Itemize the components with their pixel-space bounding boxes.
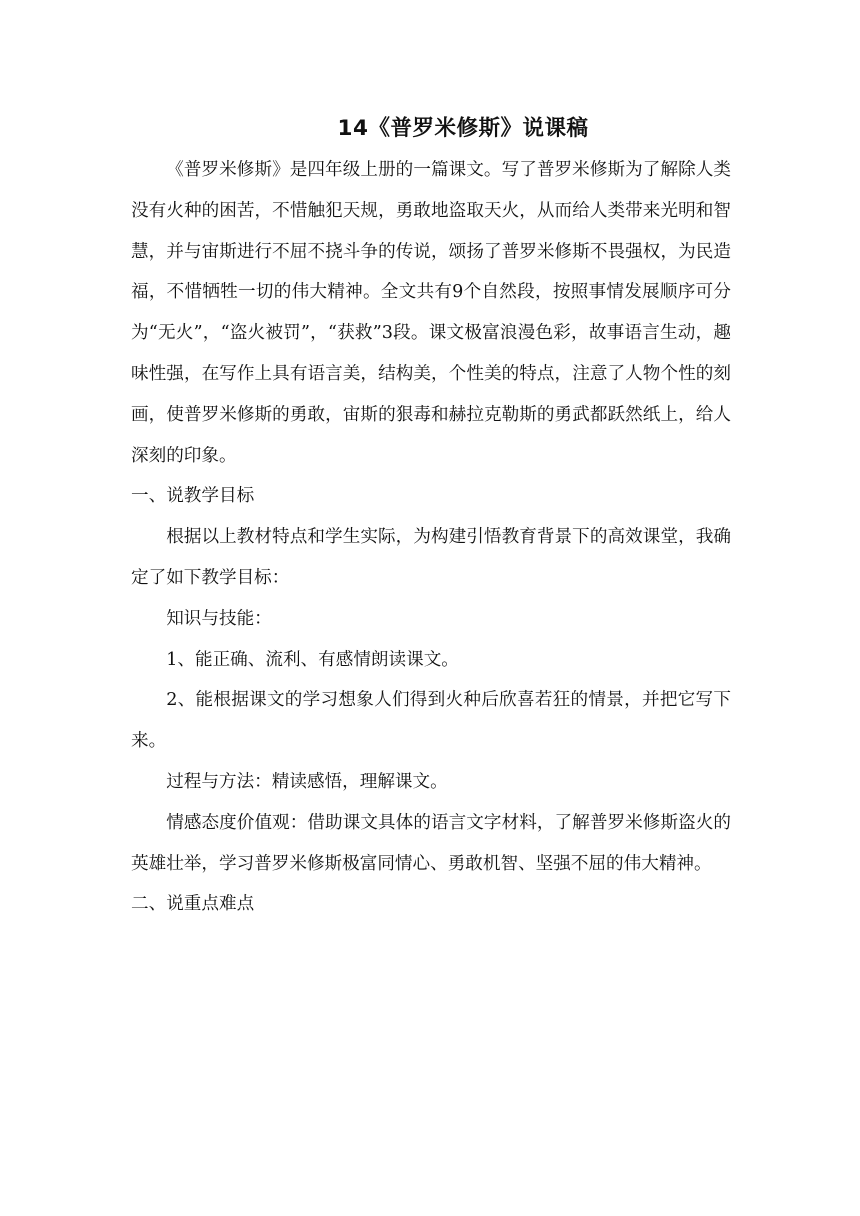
- knowledge-skills-label: 知识与技能：: [166, 608, 272, 629]
- document-title: 14《普罗米修斯》说课稿: [337, 116, 589, 141]
- document-body: [131, 150, 731, 925]
- process-method-paragraph: 过程与方法：精读感悟，理解课文。: [166, 771, 448, 792]
- section-heading-key-points: 二、说重点难点: [131, 894, 255, 915]
- intro-paragraph: 《普罗米修斯》是四年级上册的一篇课文。写了普罗米修斯为了解除人类没有火种的困苦，不惜触犯天规，勇敢地盗取天火，从而给人类带来光明和智慧，并与宙斯进行不屈不挠斗争的传说，颂扬了普罗米修斯不畏强权，为民造福，不惜牺牲一切的伟大精神。全文共有9个自然段，按照事情发展顺序可分为“无火”，“盗火被罚”，“获救”3段。课文极富浪漫色彩，故事语言生动，趣味性强，在写作上具有语言美，结构美，个性美的特点，注意了人物个性的刻画，使普罗米修斯的勇敢，宙斯的狠毒和赫拉克勒斯的勇武都跃然纸上，给人深刻的印象。: [131, 160, 731, 466]
- goal-item-1: 1、能正确、流利、有感情朗读课文。: [166, 649, 459, 670]
- goal-item-2: 2、能根据课文的学习想象人们得到火种后欣喜若狂的情景，并把它写下来。: [131, 690, 731, 752]
- section-heading-teaching-goals: 一、说教学目标: [131, 486, 255, 507]
- goals-intro-paragraph: 根据以上教材特点和学生实际，为构建引悟教育背景下的高效课堂，我确定了如下教学目标：: [131, 527, 731, 588]
- document-content: [131, 108, 731, 925]
- emotion-values-paragraph: 情感态度价值观：借助课文具体的语言文字材料，了解普罗米修斯盗火的英雄壮举，学习普罗米修斯极富同情心、勇敢机智、坚强不屈的伟大精神。: [131, 812, 731, 874]
